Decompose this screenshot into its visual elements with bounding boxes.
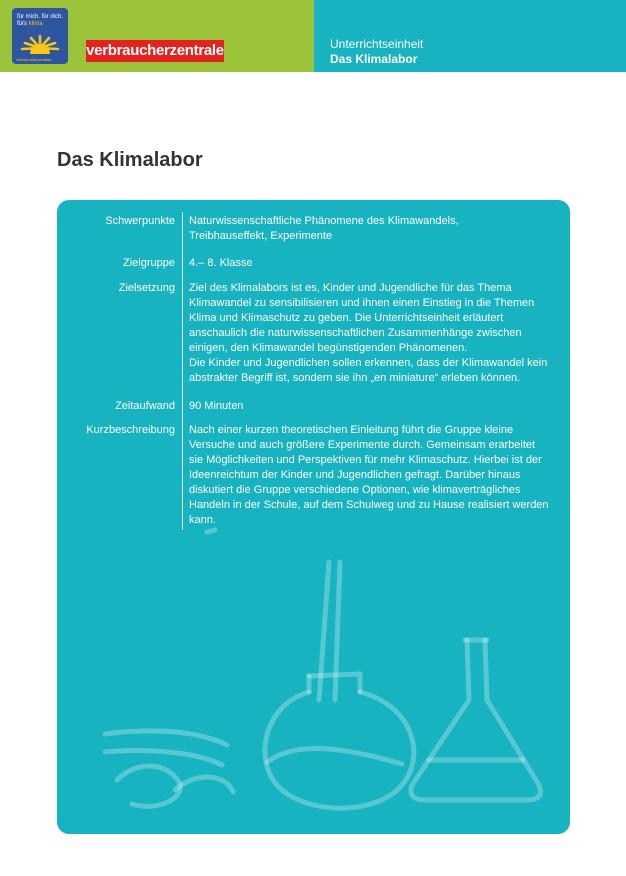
value-schwerpunkte: Naturwissenschaftliche Phänomene des Klimawandels, Treibhauseffekt, Experimente	[189, 215, 459, 242]
header-green-band	[0, 0, 314, 72]
value-kurzbeschreibung: Nach einer kurzen theoretischen Einleitung führt die Gruppe kleine Versuche und auch größere Experimente durch. Gemeinsam erarbeitet sie Möglichkeiten und Perspektiven für mehr Klimaschutz. Hierbei ist der Ideenreichtum der Kinder und Jugendlichen gefragt. Darüber hinaus diskutiert die Gruppe verschiedene Optionen, wie klimaverträgliches Handeln in der Schule, auf dem Schulweg und zu Hause realisiert werden kann.	[189, 424, 549, 526]
page-title: Das Klimalabor	[57, 149, 203, 171]
info-panel	[57, 200, 570, 834]
label-zielgruppe: Zielgruppe	[123, 257, 175, 269]
column-divider	[182, 212, 183, 530]
label-zeitaufwand: Zeitaufwand	[115, 400, 175, 412]
value-zielsetzung: Ziel des Klimalabors ist es, Kinder und Jugendliche für das Thema Klimawandel zu sensibilisieren und ihnen einen Einstieg in die Themen Klima und Klimaschutz zu geben. Die Unterrichtseinheit erläutert anschaulich die naturwissenschaftlichen Zusammenhänge zwischen einigen, den Klimawandel begünstigenden Phänomenen. Die Kinder und Jugendlichen sollen erkennen, dass der Klimawandel kein abstrakter Begriff ist, sondern sie ihn „en miniature“ erleben können.	[189, 282, 548, 384]
label-schwerpunkte: Schwerpunkte	[105, 215, 175, 227]
unit-label: Unterrichtseinheit	[330, 37, 424, 51]
sun-icon	[16, 32, 64, 56]
label-zielsetzung: Zielsetzung	[118, 282, 175, 294]
header-teal-band	[314, 0, 626, 72]
value-zielgruppe: 4.– 8. Klasse	[189, 257, 253, 269]
klima-logo[interactable]	[12, 8, 68, 64]
unit-title: Das Klimalabor	[330, 52, 418, 66]
logo-footer-text: verbraucherzentrale	[16, 57, 52, 62]
logo-slogan-line1: für mich. für dich.	[17, 14, 64, 20]
verbraucherzentrale-logo[interactable]: verbraucherzentrale	[86, 40, 224, 62]
logo-slogan-line2: fürs klima	[17, 21, 43, 27]
label-kurzbeschreibung: Kurzbeschreibung	[86, 424, 175, 436]
value-zeitaufwand: 90 Minuten	[189, 400, 244, 412]
